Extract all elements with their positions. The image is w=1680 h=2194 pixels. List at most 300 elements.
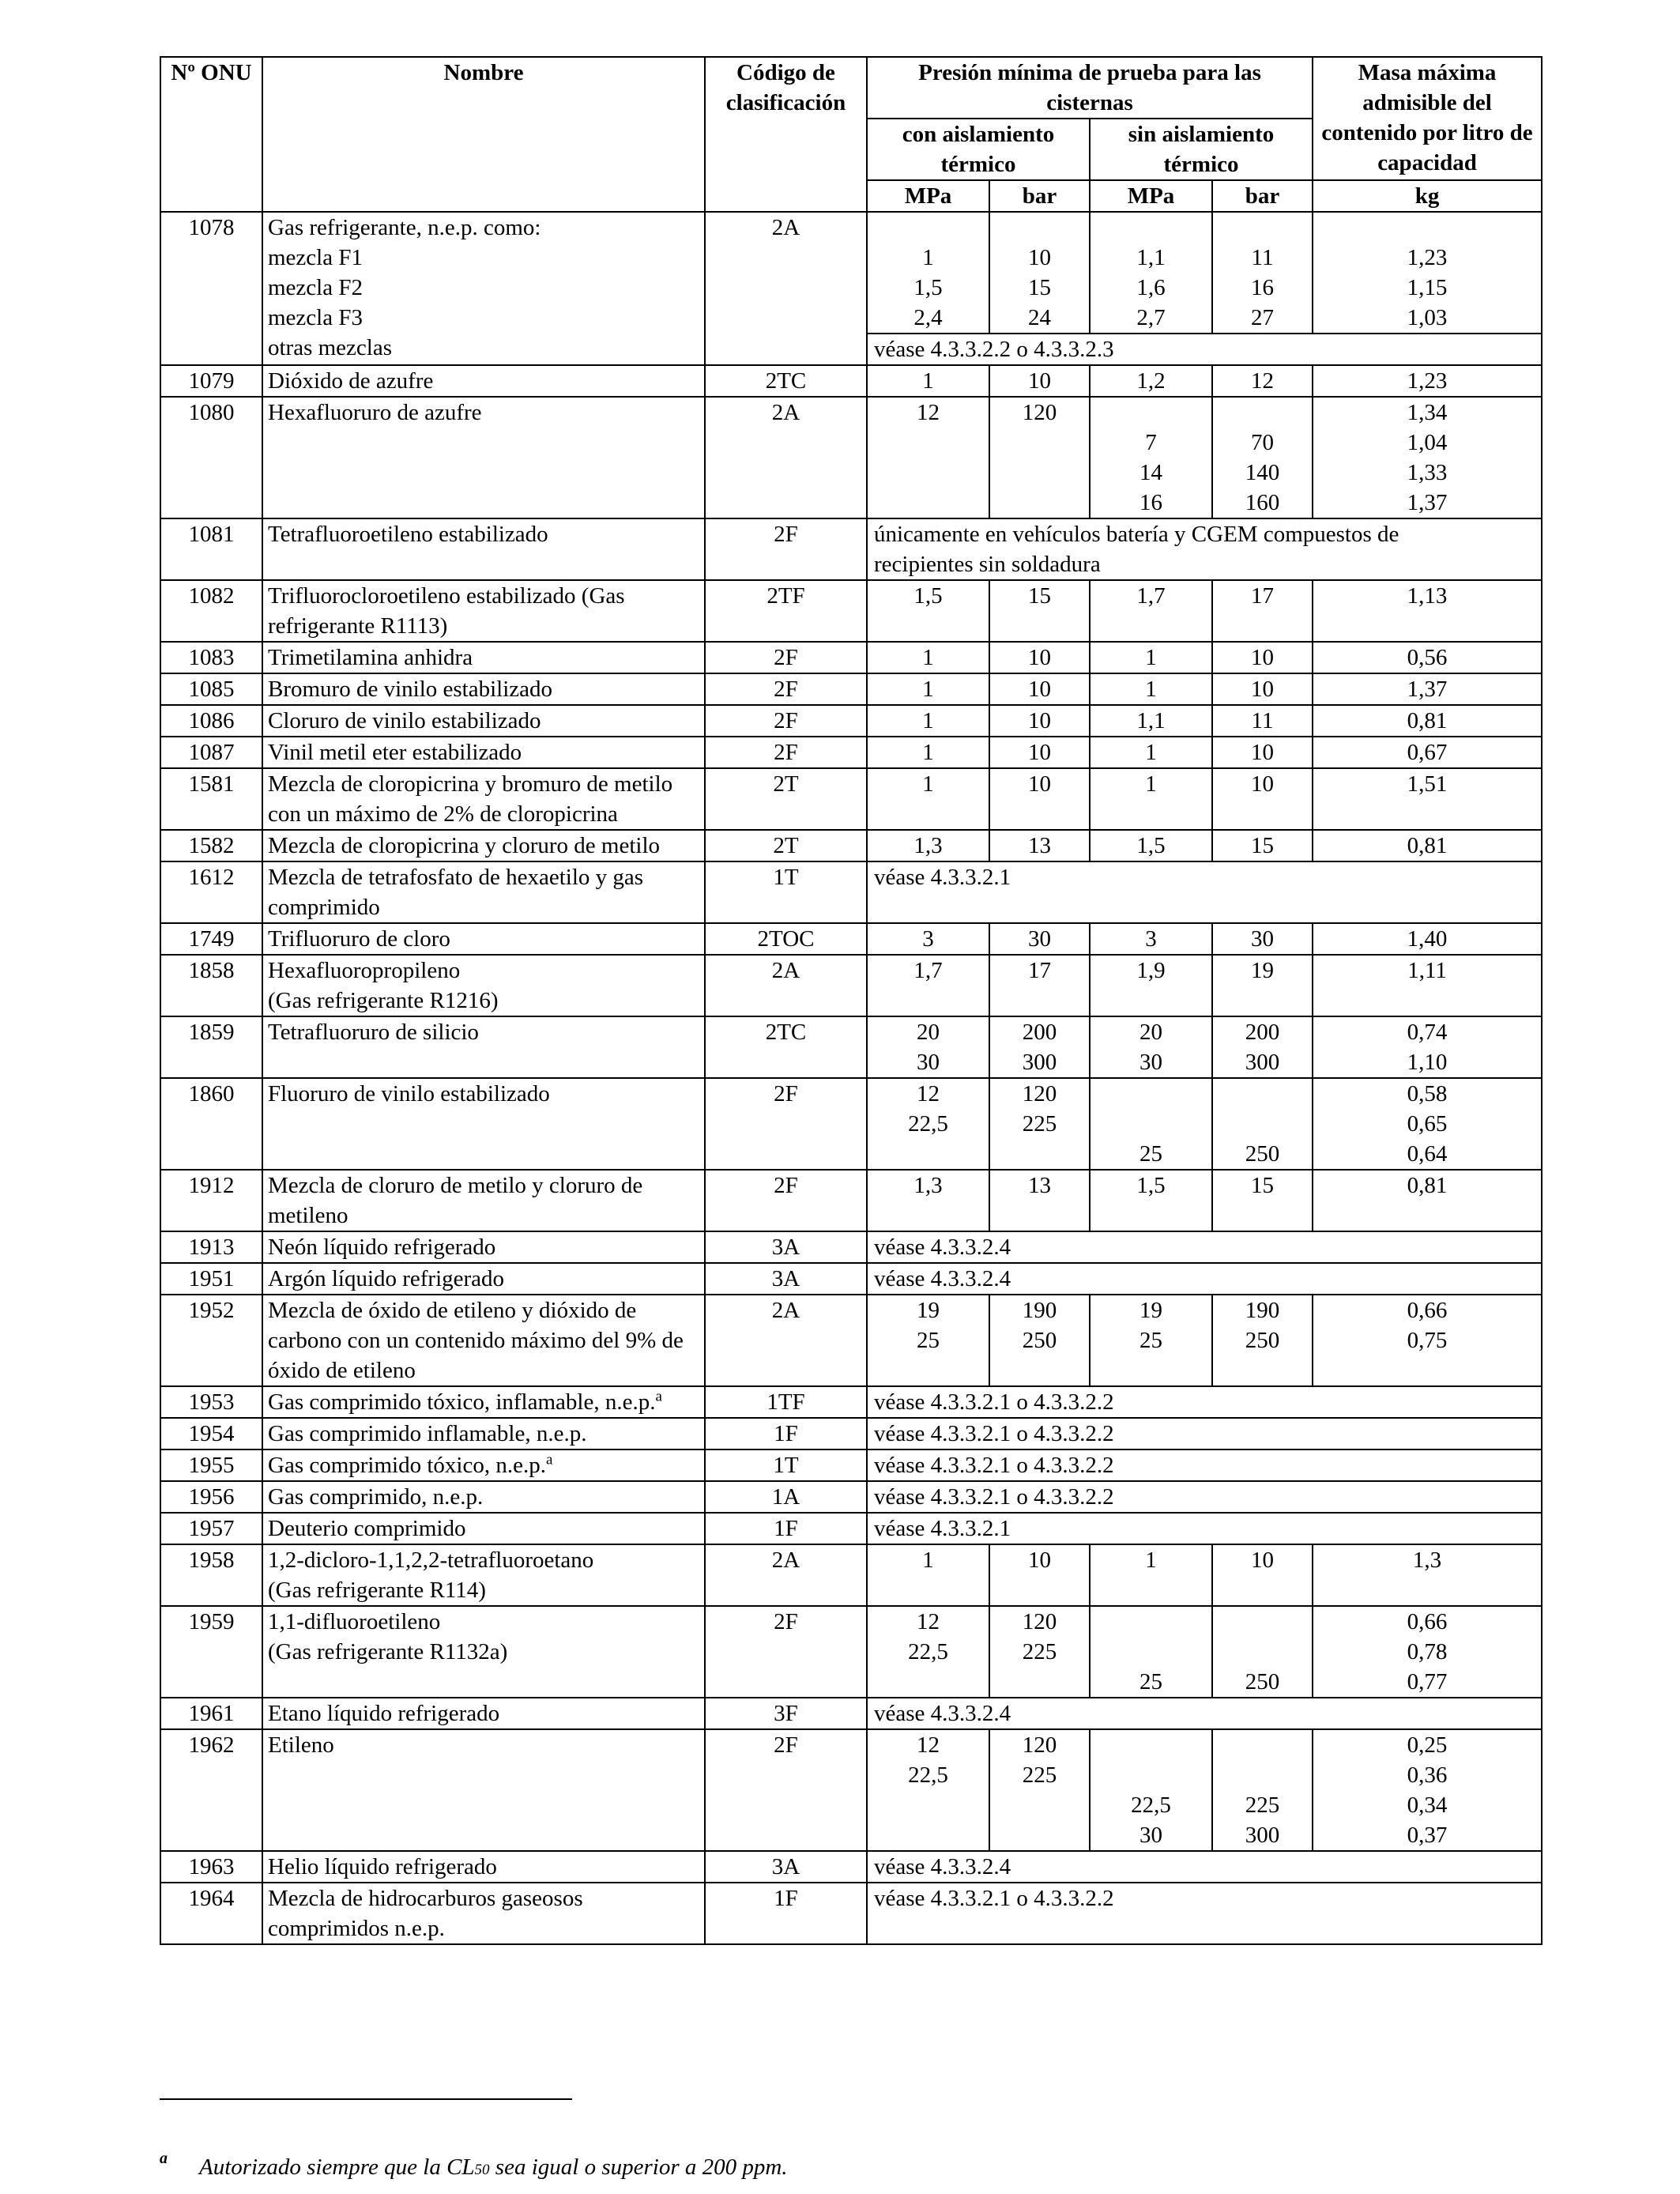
name-cell <box>262 1418 705 1449</box>
max-mass-cell <box>1313 1295 1542 1386</box>
classification-code-cell: 1F <box>705 1513 867 1544</box>
cell-line: 0,77 <box>1407 1669 1448 1695</box>
max-mass-cell <box>1313 397 1542 518</box>
cell-line: 25 <box>917 1328 940 1353</box>
cell-line: 1,2 <box>1136 368 1166 394</box>
cell-line: 0,34 <box>1407 1793 1448 1818</box>
cell-line: véase 4.3.3.2.4 <box>874 1854 1011 1879</box>
cell-line: 12 <box>917 1081 940 1106</box>
cell-line: 3 <box>1145 926 1157 952</box>
cell-line: 22,5 <box>908 1762 948 1788</box>
onu-number-cell: 1612 <box>160 861 262 923</box>
max-mass-cell <box>1313 923 1542 955</box>
pressure-bar-insulated-cell <box>989 1606 1090 1698</box>
cell-line <box>1095 1637 1207 1667</box>
cell-line: 12 <box>1251 368 1275 394</box>
cell-line: 10 <box>1251 1547 1275 1573</box>
cell-line: 25 <box>1139 1141 1162 1167</box>
pressure-mpa-insulated-cell <box>867 1295 989 1386</box>
classification-code-cell: 2F <box>705 518 867 580</box>
classification-code-cell: 2F <box>705 1078 867 1170</box>
cell-line: 13 <box>1028 1173 1051 1198</box>
cell-line: 1 <box>1145 771 1157 797</box>
classification-code-cell: 1F <box>705 1418 867 1449</box>
cell-line: 22,5 <box>1131 1793 1171 1818</box>
pressure-bar-uninsulated-cell <box>1212 397 1313 518</box>
cell-line: 16 <box>1251 275 1275 300</box>
name-cell <box>262 365 705 397</box>
table-row <box>160 212 1542 334</box>
cell-line: 225 <box>1022 1639 1057 1664</box>
cell-line: 0,66 <box>1407 1609 1448 1634</box>
onu-number-cell: 1581 <box>160 768 262 830</box>
cell-line: 225 <box>1022 1762 1057 1788</box>
cell-line: 15 <box>1028 583 1051 609</box>
cell-line: véase 4.3.3.2.1 o 4.3.3.2.2 <box>874 1886 1114 1911</box>
pressure-bar-uninsulated-cell <box>1212 1016 1313 1078</box>
cell-line: 0,81 <box>1407 833 1448 858</box>
cell-line: 200 <box>1245 1020 1280 1045</box>
pressure-mpa-insulated-cell <box>867 923 989 955</box>
cell-line: (Gas refrigerante R114) <box>268 1578 486 1603</box>
cell-line: 0,81 <box>1407 1173 1448 1198</box>
cell-line: 300 <box>1245 1823 1280 1848</box>
cell-line <box>1218 1637 1307 1667</box>
cell-line: véase 4.3.3.2.1 <box>874 1516 1011 1541</box>
max-mass-cell <box>1313 642 1542 673</box>
cell-line: 20 <box>1139 1020 1162 1045</box>
cell-line: 10 <box>1251 645 1275 670</box>
cell-line: véase 4.3.3.2.1 o 4.3.3.2.2 <box>874 1484 1114 1510</box>
classification-code-cell: 2T <box>705 768 867 830</box>
name-cell <box>262 1449 705 1481</box>
cell-line: 225 <box>1022 1111 1057 1137</box>
cell-line <box>1095 213 1207 243</box>
footnote-subscript: 50 <box>474 2162 490 2178</box>
cell-line: Trifluoruro de cloro <box>268 926 450 952</box>
header-con-aislamiento: con aislamiento térmico <box>867 119 1090 180</box>
max-mass-cell <box>1313 1016 1542 1078</box>
max-mass-cell <box>1313 955 1542 1016</box>
pressure-mpa-insulated-cell <box>867 1729 989 1851</box>
cell-line: 225 <box>1245 1793 1280 1818</box>
cell-line <box>1318 213 1536 243</box>
cell-line: 1,37 <box>1407 490 1448 515</box>
cell-line: 30 <box>1139 1823 1162 1848</box>
cell-line: 1,5 <box>913 583 943 609</box>
footnote <box>160 2150 788 2181</box>
table-row <box>160 1295 1542 1386</box>
max-mass-cell <box>1313 580 1542 642</box>
cell-line: 1,40 <box>1407 926 1448 952</box>
table-row <box>160 737 1542 768</box>
cell-line: véase 4.3.3.2.1 <box>874 865 1011 890</box>
cell-line: 1 <box>1145 677 1157 702</box>
cell-line: 10 <box>1028 740 1051 765</box>
classification-code-cell: 2F <box>705 1606 867 1698</box>
cell-line: únicamente en vehículos batería y CGEM compuestos de <box>874 522 1399 547</box>
footnote-ref: a <box>545 1451 553 1468</box>
cell-line: 1,5 <box>913 275 943 300</box>
pressure-mpa-uninsulated-cell <box>1090 212 1212 334</box>
pressure-bar-uninsulated-cell <box>1212 955 1313 1016</box>
classification-code-cell: 2F <box>705 673 867 705</box>
cell-line: 1,34 <box>1407 400 1448 425</box>
max-mass-cell <box>1313 1078 1542 1170</box>
cell-line <box>1095 1730 1207 1760</box>
pressure-bar-uninsulated-cell <box>1212 768 1313 830</box>
cell-line: 0,67 <box>1407 740 1448 765</box>
cell-line: 0,74 <box>1407 1020 1448 1045</box>
pressure-mpa-uninsulated-cell <box>1090 768 1212 830</box>
cell-line: 12 <box>917 400 940 425</box>
onu-number-cell: 1081 <box>160 518 262 580</box>
header-masa: Masa máxima admisible del contenido por litro de capacidad <box>1313 57 1542 180</box>
cell-line: 1,2-dicloro-1,1,2,2-tetrafluoroetano <box>268 1547 594 1573</box>
cell-line: 15 <box>1251 833 1275 858</box>
onu-number-cell: 1963 <box>160 1851 262 1883</box>
table-row <box>160 1481 1542 1513</box>
reference-note-cell <box>867 1449 1542 1481</box>
name-cell <box>262 923 705 955</box>
cell-line: 1,10 <box>1407 1050 1448 1075</box>
cell-line: 2,7 <box>1136 305 1166 330</box>
pressure-bar-uninsulated-cell <box>1212 1729 1313 1851</box>
table-row <box>160 365 1542 397</box>
cell-line: Gas comprimido tóxico, n.e.p.$^a$ <box>268 1451 553 1478</box>
table-row <box>160 1513 1542 1544</box>
cell-line: 120 <box>1022 1609 1057 1634</box>
cell-line: 10 <box>1028 677 1051 702</box>
header-codigo: Código de clasificación <box>705 57 867 212</box>
pressure-mpa-uninsulated-cell <box>1090 1729 1212 1851</box>
pressure-mpa-uninsulated-cell <box>1090 673 1212 705</box>
table-row <box>160 705 1542 737</box>
name-cell <box>262 1729 705 1851</box>
classification-code-cell: 2A <box>705 1544 867 1606</box>
cell-line: 12 <box>917 1609 940 1634</box>
pressure-mpa-insulated-cell <box>867 955 989 1016</box>
classification-code-cell: 3F <box>705 1698 867 1729</box>
table-row <box>160 1606 1542 1698</box>
pressure-mpa-uninsulated-cell <box>1090 642 1212 673</box>
table-row <box>160 1544 1542 1606</box>
footnote-mark: a <box>160 2150 168 2167</box>
cell-line: Helio líquido refrigerado <box>268 1854 497 1879</box>
classification-code-cell: 1T <box>705 1449 867 1481</box>
name-cell <box>262 397 705 518</box>
pressure-bar-insulated-cell <box>989 1295 1090 1386</box>
pressure-bar-insulated-cell <box>989 673 1090 705</box>
table-row <box>160 1698 1542 1729</box>
classification-code-cell: 2A <box>705 397 867 518</box>
pressure-bar-uninsulated-cell <box>1212 1170 1313 1231</box>
cell-line: (Gas refrigerante R1132a) <box>268 1639 508 1664</box>
pressure-mpa-uninsulated-cell <box>1090 397 1212 518</box>
pressure-mpa-insulated-cell <box>867 212 989 334</box>
cell-line: Tetrafluoroetileno estabilizado <box>268 522 548 547</box>
cell-line: 13 <box>1028 833 1051 858</box>
cell-line: 1,7 <box>1136 583 1166 609</box>
cell-line <box>1218 1760 1307 1790</box>
cell-line: 1,15 <box>1407 275 1448 300</box>
cell-line: 1,5 <box>1136 1173 1166 1198</box>
pressure-mpa-insulated-cell <box>867 1606 989 1698</box>
cell-line: 20 <box>917 1020 940 1045</box>
pressure-bar-insulated-cell <box>989 1544 1090 1606</box>
name-cell <box>262 768 705 830</box>
reference-note-cell <box>867 1481 1542 1513</box>
onu-number-cell: 1953 <box>160 1386 262 1418</box>
cell-line: 1 <box>1145 1547 1157 1573</box>
classification-code-cell: 1A <box>705 1481 867 1513</box>
cell-line: véase 4.3.3.2.1 o 4.3.3.2.2 <box>874 1389 1114 1415</box>
cell-line <box>1218 1730 1307 1760</box>
pressure-mpa-insulated-cell <box>867 1170 989 1231</box>
cell-line: Mezcla de hidrocarburos gaseosos comprimidos n.e.p. <box>268 1886 583 1941</box>
classification-code-cell: 3A <box>705 1263 867 1295</box>
max-mass-cell <box>1313 737 1542 768</box>
onu-number-cell: 1956 <box>160 1481 262 1513</box>
cell-line: (Gas refrigerante R1216) <box>268 988 499 1013</box>
cell-line: 0,81 <box>1407 708 1448 733</box>
max-mass-cell <box>1313 1544 1542 1606</box>
cell-line: 10 <box>1028 245 1051 270</box>
cell-line: 27 <box>1251 305 1275 330</box>
pressure-bar-insulated-cell <box>989 830 1090 861</box>
cell-line: mezcla F2 <box>268 275 363 300</box>
table-row <box>160 1170 1542 1231</box>
cell-line: 1 <box>922 771 934 797</box>
name-cell <box>262 1851 705 1883</box>
cell-line: 1,3 <box>1412 1547 1442 1573</box>
cell-line: Mezcla de cloruro de metilo y cloruro de metileno <box>268 1173 643 1228</box>
cell-line <box>872 213 984 243</box>
cell-line: 22,5 <box>908 1639 948 1664</box>
cell-line: 1,6 <box>1136 275 1166 300</box>
max-mass-cell <box>1313 705 1542 737</box>
cell-line: 11 <box>1251 245 1274 270</box>
cell-line: 1,11 <box>1407 958 1447 983</box>
pressure-mpa-uninsulated-cell <box>1090 1606 1212 1698</box>
cell-line: 30 <box>1251 926 1275 952</box>
table-row <box>160 1418 1542 1449</box>
cell-line: 25 <box>1139 1669 1162 1695</box>
cell-line: 10 <box>1251 771 1275 797</box>
table-row <box>160 768 1542 830</box>
cell-line: 1 <box>922 677 934 702</box>
cell-line: 10 <box>1028 645 1051 670</box>
cell-line: 10 <box>1251 677 1275 702</box>
cell-line: Vinil metil eter estabilizado <box>268 740 522 765</box>
table-row <box>160 673 1542 705</box>
onu-number-cell: 1082 <box>160 580 262 642</box>
onu-number-cell: 1083 <box>160 642 262 673</box>
onu-number-cell: 1582 <box>160 830 262 861</box>
reference-note-cell <box>867 1263 1542 1295</box>
pressure-mpa-insulated-cell <box>867 1078 989 1170</box>
cell-line: mezcla F3 <box>268 305 363 330</box>
pressure-mpa-uninsulated-cell <box>1090 737 1212 768</box>
table-header <box>160 57 1542 212</box>
name-cell <box>262 1016 705 1078</box>
cell-line: 1 <box>1145 740 1157 765</box>
reference-note-cell <box>867 1231 1542 1263</box>
cell-line: 1,1-difluoroetileno <box>268 1609 441 1634</box>
table-row <box>160 1231 1542 1263</box>
name-cell <box>262 705 705 737</box>
cell-line: 0,75 <box>1407 1328 1448 1353</box>
cell-line: 30 <box>1028 926 1051 952</box>
cell-line: 1,04 <box>1407 430 1448 455</box>
header-no-onu: Nº ONU <box>160 57 262 212</box>
pressure-bar-insulated-cell <box>989 1170 1090 1231</box>
onu-number-cell: 1964 <box>160 1883 262 1944</box>
cell-line <box>1218 1109 1307 1139</box>
table-row <box>160 1729 1542 1851</box>
cell-line <box>1095 1109 1207 1139</box>
name-cell <box>262 673 705 705</box>
onu-number-cell: 1078 <box>160 212 262 365</box>
onu-number-cell: 1079 <box>160 365 262 397</box>
table-row <box>160 830 1542 861</box>
cell-line: 15 <box>1028 275 1051 300</box>
cell-line: Gas refrigerante, n.e.p. como: <box>268 215 541 240</box>
cell-line <box>995 213 1084 243</box>
classification-code-cell: 2F <box>705 737 867 768</box>
pressure-bar-insulated-cell <box>989 365 1090 397</box>
header-unit-bar-con: bar <box>989 180 1090 212</box>
dangerous-goods-table <box>160 56 1543 1945</box>
pressure-mpa-insulated-cell <box>867 1544 989 1606</box>
cell-line: Mezcla de cloropicrina y cloruro de metilo <box>268 833 661 858</box>
pressure-mpa-insulated-cell <box>867 642 989 673</box>
classification-code-cell: 3A <box>705 1851 867 1883</box>
header-sin-aislamiento: sin aislamiento térmico <box>1090 119 1313 180</box>
onu-number-cell: 1749 <box>160 923 262 955</box>
cell-line: 250 <box>1245 1328 1280 1353</box>
cell-line: Gas comprimido inflamable, n.e.p. <box>268 1421 587 1446</box>
pressure-bar-insulated-cell <box>989 768 1090 830</box>
onu-number-cell: 1858 <box>160 955 262 1016</box>
cell-line: Dióxido de azufre <box>268 368 434 394</box>
pressure-bar-uninsulated-cell <box>1212 737 1313 768</box>
pressure-mpa-uninsulated-cell <box>1090 365 1212 397</box>
reference-note-cell <box>867 1698 1542 1729</box>
name-cell <box>262 737 705 768</box>
pressure-bar-insulated-cell <box>989 1016 1090 1078</box>
header-unit-kg: kg <box>1313 180 1542 212</box>
table-body <box>160 212 1542 1944</box>
pressure-bar-uninsulated-cell <box>1212 1544 1313 1606</box>
name-cell <box>262 1481 705 1513</box>
onu-number-cell: 1954 <box>160 1418 262 1449</box>
cell-line: 0,56 <box>1407 645 1448 670</box>
pressure-mpa-uninsulated-cell <box>1090 830 1212 861</box>
onu-number-cell: 1080 <box>160 397 262 518</box>
pressure-bar-insulated-cell <box>989 1078 1090 1170</box>
cell-line: 10 <box>1028 708 1051 733</box>
pressure-mpa-uninsulated-cell <box>1090 1170 1212 1231</box>
pressure-mpa-insulated-cell <box>867 830 989 861</box>
cell-line: mezcla F1 <box>268 245 363 270</box>
cell-line: 1 <box>922 1547 934 1573</box>
classification-code-cell: 2TF <box>705 580 867 642</box>
cell-line: Hexafluoropropileno <box>268 958 461 983</box>
classification-code-cell: 2TC <box>705 365 867 397</box>
onu-number-cell: 1859 <box>160 1016 262 1078</box>
name-cell <box>262 642 705 673</box>
cell-line: 300 <box>1245 1050 1280 1075</box>
classification-code-cell: 2T <box>705 830 867 861</box>
cell-line <box>1218 398 1307 428</box>
table-row <box>160 923 1542 955</box>
cell-line: 250 <box>1245 1141 1280 1167</box>
cell-line: 120 <box>1022 1732 1057 1758</box>
pressure-bar-uninsulated-cell <box>1212 1078 1313 1170</box>
max-mass-cell <box>1313 212 1542 334</box>
cell-line: 1,3 <box>913 1173 943 1198</box>
name-cell <box>262 1698 705 1729</box>
cell-line: Etileno <box>268 1732 334 1758</box>
name-cell <box>262 1231 705 1263</box>
footnote-ref: a <box>655 1388 662 1405</box>
cell-line: 17 <box>1251 583 1275 609</box>
cell-line: 1 <box>922 245 934 270</box>
footnote-rule <box>160 2098 572 2100</box>
cell-line: 190 <box>1022 1298 1057 1323</box>
max-mass-cell <box>1313 1170 1542 1231</box>
reference-note-cell <box>867 861 1542 923</box>
pressure-bar-uninsulated-cell <box>1212 673 1313 705</box>
cell-line: otras mezclas <box>268 335 393 360</box>
cell-line <box>1218 1079 1307 1109</box>
cell-line: 1,13 <box>1407 583 1448 609</box>
cell-line: Deuterio comprimido <box>268 1516 466 1541</box>
classification-code-cell: 2TOC <box>705 923 867 955</box>
onu-number-cell: 1085 <box>160 673 262 705</box>
cell-line: Cloruro de vinilo estabilizado <box>268 708 541 733</box>
cell-line: 0,58 <box>1407 1081 1448 1106</box>
cell-line: 0,78 <box>1407 1639 1448 1664</box>
table-row <box>160 1449 1542 1481</box>
pressure-mpa-uninsulated-cell <box>1090 1544 1212 1606</box>
onu-number-cell: 1860 <box>160 1078 262 1170</box>
reference-note-cell <box>867 1386 1542 1418</box>
cell-line: 14 <box>1139 460 1162 485</box>
pressure-bar-uninsulated-cell <box>1212 1606 1313 1698</box>
cell-line: 7 <box>1145 430 1157 455</box>
cell-line: 1,03 <box>1407 305 1448 330</box>
name-cell <box>262 580 705 642</box>
cell-line: 1,9 <box>1136 958 1166 983</box>
cell-line: Argón líquido refrigerado <box>268 1266 505 1291</box>
name-cell <box>262 518 705 580</box>
max-mass-cell <box>1313 830 1542 861</box>
name-cell <box>262 955 705 1016</box>
cell-line <box>1095 1607 1207 1637</box>
cell-line: 1 <box>922 368 934 394</box>
header-presion: Presión mínima de prueba para las cisternas <box>867 57 1313 119</box>
cell-line: Mezcla de cloropicrina y bromuro de metilo con un máximo de 2% de cloropicrina <box>268 771 673 827</box>
cell-line: 1,37 <box>1407 677 1448 702</box>
footnote-text: Autorizado siempre que la CL <box>199 2154 475 2180</box>
cell-line: 10 <box>1251 740 1275 765</box>
cell-line: 2,4 <box>913 305 943 330</box>
pressure-mpa-insulated-cell <box>867 365 989 397</box>
cell-line: 10 <box>1028 771 1051 797</box>
cell-line: 300 <box>1022 1050 1057 1075</box>
